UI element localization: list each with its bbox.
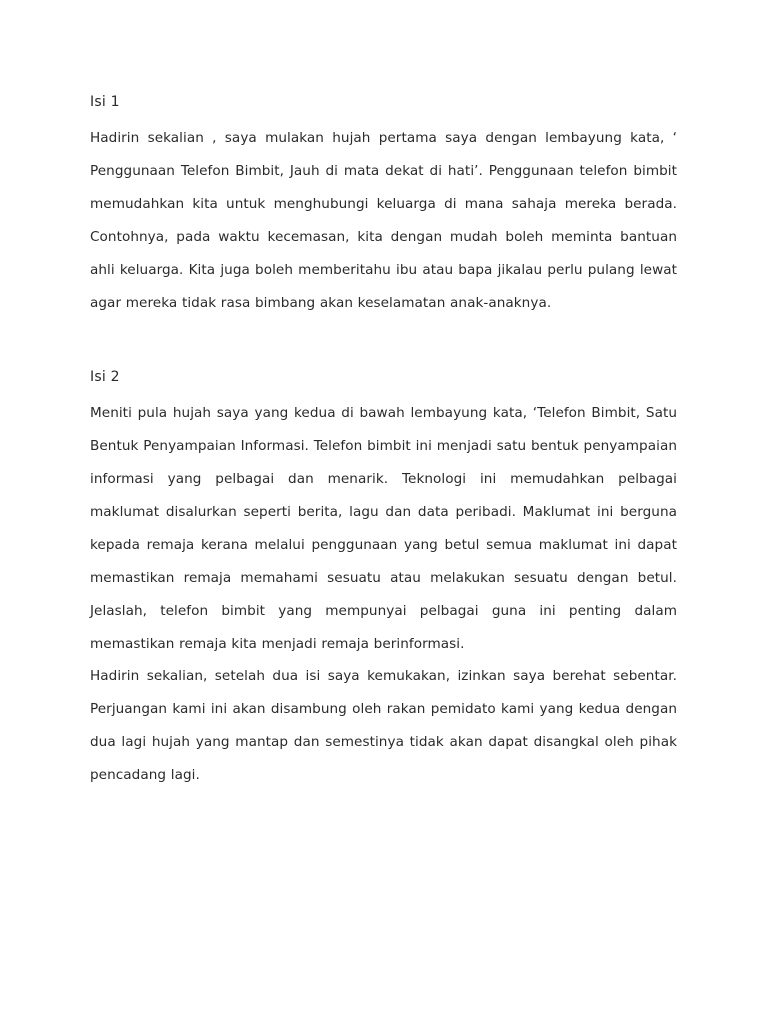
closing-paragraph: Hadirin sekalian, setelah dua isi saya kemukakan, izinkan saya berehat sebentar. Perjuangan kami ini akan disambung oleh rakan pemidato kami yang kedua dengan dua lagi hujah yang mantap dan semestinya tidak akan dapat disangkal oleh pihak pencadang lagi.: [90, 668, 677, 783]
section-1-paragraph: Hadirin sekalian , saya mulakan hujah pertama saya dengan lembayung kata, ‘ Penggunaan Telefon Bimbit, Jauh di mata dekat di hati’. Penggunaan telefon bimbit memudahkan kita untuk menghubungi keluarga di mana sahaja mereka berada. Contohnya, pada waktu kecemasan, kita dengan mudah boleh meminta bantuan ahli keluarga. Kita juga boleh memberitahu ibu atau bapa jikalau perlu pulang lewat agar mereka tidak rasa bimbang akan keselamatan anak-anaknya.: [90, 130, 677, 311]
section-2-paragraph: Meniti pula hujah saya yang kedua di bawah lembayung kata, ‘Telefon Bimbit, Satu Bentuk Penyampaian Informasi. Telefon bimbit ini menjadi satu bentuk penyampaian informasi yang pelbagai dan menarik. Teknologi ini memudahkan pelbagai maklumat disalurkan seperti berita, lagu dan data peribadi. Maklumat ini berguna kepada remaja kerana melalui penggunaan yang betul semua maklumat ini dapat memastikan remaja memahami sesuatu atau melakukan sesuatu dengan betul. Jelaslah, telefon bimbit yang mempunyai pelbagai guna ini penting dalam memastikan remaja kita menjadi remaja berinformasi.: [90, 405, 677, 652]
section-heading-isi-2: Isi 2: [90, 369, 120, 385]
document-page: [90, 0, 677, 1024]
section-heading-isi-1: Isi 1: [90, 94, 120, 110]
